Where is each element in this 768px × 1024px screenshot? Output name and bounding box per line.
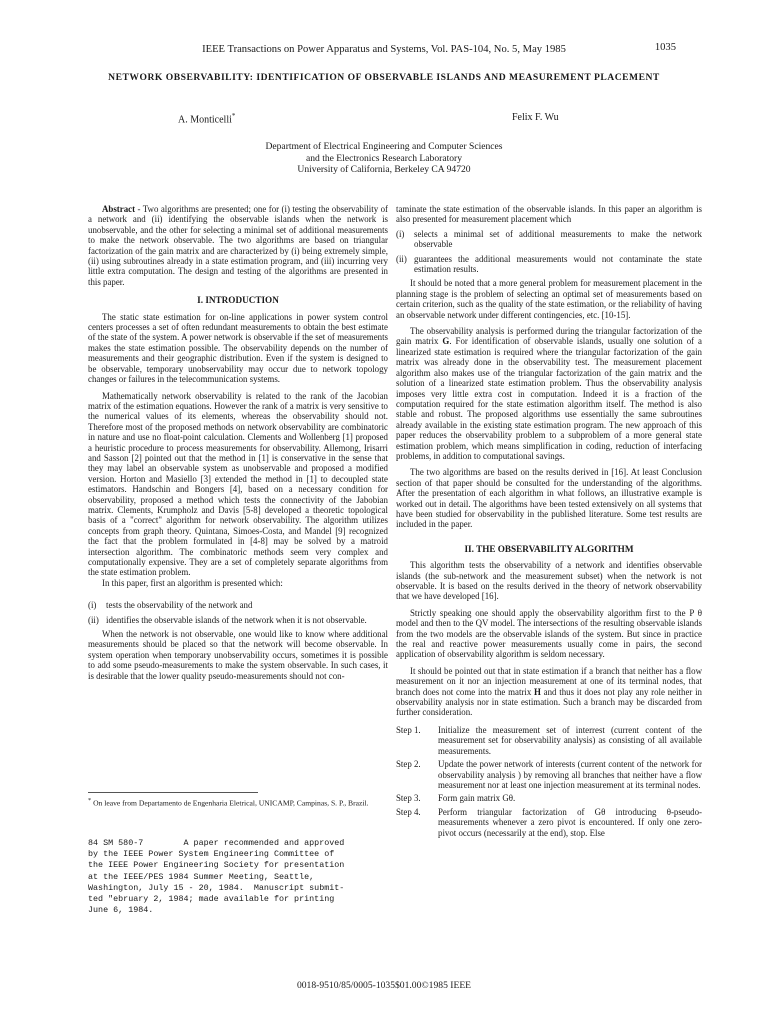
algorithm-step	[396, 793, 702, 803]
algorithm-step	[396, 725, 702, 756]
step-label: Step 2.	[396, 759, 421, 770]
step-label: Step 1.	[396, 724, 421, 735]
intro-paragraph-3: In this paper, first an algorithm is presented which:	[102, 577, 283, 588]
heading-introduction: I. INTRODUCTION	[197, 295, 279, 306]
intro-paragraph-2: Mathematically network observability is related to the rank of the Jacobian matrix of the estimation equations. However the rank of a matrix is very sensitive to the numerical values of its elements, whereas the observability should not. Therefore most of the proposed methods on network observability are combinatoric in nature and use no float-point calculation. Clements and Wollenberg [1] proposed a heuristic procedure to process measurements for observability. Allemong, Irisarri and Sasson [2] pointed out that the method in [1] is conservative in the sense that they may label an observable system as unobservable and proposed a modified version. Horton and Masiello [3] extended the method in [1] to decoupled state estimators. Handschin and Bongers [4], based on a necessary condition for observability, proposed a method which tests the connectivity of the Jabobian matrix. Clements, Krumpholz and Davis [5-8] developed a theoretic topological basis of a "correct" algorithm for network observability. The algorithm utilizes concepts from graph theory. Quintana, Simoes-Costa, and Mandel [9] recognized the fact that the problem formulated in [4-8] may be solved by a matroid intersection algorithm. The combinatoric methods seem very complex and computationally expensive. They are a set of completely separate algorithms from the state estimation problem.	[88, 390, 388, 578]
list-item-label: (ii)	[396, 253, 407, 264]
list-item-text: identifies the observable islands of the network when it is not observable.	[106, 614, 367, 625]
step-label: Step 3.	[396, 793, 421, 804]
right-paragraph-4: The two algorithms are based on the results derived in [16]. At least Conclusion section of that paper should be consulted for the understanding of the algorithms. After the presentation of each algorithm in what follows, an illustrative example is worked out in detail. The algorithms have been tested extensively on all systems that have been studied for observability in the published literature. Some test results are included in the paper.	[396, 467, 702, 530]
right-paragraph-2: It should be noted that a more general problem for measurement placement in the planning stage is the problem of selecting an optimal set of measurements based on certain criterion, such as the quality of the state estimation, or the reliability of having an observable network under different contingencies, etc. [10-15].	[396, 278, 702, 320]
algorithm-step	[396, 807, 702, 838]
affiliation	[0, 141, 768, 176]
algorithm-step	[396, 759, 702, 790]
right-paragraph-1: taminate the state estimation of the observable islands. In this paper an algorithm is also presented for measurement placement which	[396, 204, 702, 225]
author-first-name: A. Monticelli	[178, 114, 232, 126]
list-item-text: guarantees the additional measurements would not contaminate the state estimation results.	[414, 253, 702, 275]
list-item-label: (ii)	[88, 614, 99, 625]
step-text: Form gain matrix Gθ.	[438, 793, 516, 804]
footnote-mark: *	[88, 797, 92, 804]
step-text: Perform triangular factorization of Gθ introducing θ-pseudo-measurements whenever a zero pivot is encountered. If only one zero-pivot occurs (necessarily at the end), stop. Else	[438, 806, 702, 838]
step-label: Step 4.	[396, 806, 421, 817]
list-item	[396, 254, 702, 275]
footnote-text: On leave from Departamento de Engenharia Eletrical, UNICAMP, Campinas, S. P., Brazil.	[93, 798, 369, 808]
author-second: Felix F. Wu	[512, 112, 559, 123]
author-first-mark: *	[231, 112, 236, 120]
footnote	[88, 796, 388, 808]
page-number: 1035	[654, 42, 676, 53]
list-item-label: (i)	[88, 600, 97, 611]
heading-observability-algorithm: II. THE OBSERVABILITY ALGORITHM	[464, 543, 634, 554]
right-paragraph-6: Strictly speaking one should apply the observability algorithm first to the P θ model and then to the QV model. The intersections of the resulting observable islands from the two models are the observable islands of the system. But since in practice the real and reactive power measurements usually come in pairs, the second application of observability algorithm is seldom necessary.	[396, 607, 702, 660]
list-item	[396, 229, 702, 250]
abstract-label: Abstract	[102, 204, 136, 214]
affiliation-line-3: University of California, Berkeley CA 94720	[297, 164, 471, 175]
p7-text-b: and thus it does not play any role neither in observability analysis nor in state estimation. Such a branch may be discarded from further consideration.	[396, 686, 702, 718]
symbol-H: H	[534, 686, 541, 697]
intro-paragraph-1: The static state estimation for on-line applications in power system control centers processes a set of often redundant measurements to obtain the best estimate of the state of the system. A power network is observable if the set of measurements makes the state estimation possible. The observability depends on the number of measurements and their geographic distribution. Even if the system is designed to be observable, temporary unobservability may occur due to network topology changes or failures in the telecommunication systems.	[88, 311, 388, 385]
intro-paragraph-4: When the network is not observable, one would like to know where additional measurements should be placed so that the network will become observable. In system operation when temporary unobservability occurs, sometimes it is possible to add some pseudo-measurements to make the system observable. In such cases, it is desirable that the lower quality pseudo-measurements should not con-	[88, 629, 388, 681]
p7-text-a: It should be pointed out that in state estimation if a branch that neither has a flow measurement on it nor an injection measurement at one of its terminal nodes, that branch does not come into the matrix	[396, 665, 702, 697]
right-paragraph-7	[396, 666, 702, 718]
affiliation-line-1: Department of Electrical Engineering and Computer Sciences	[265, 141, 503, 152]
list-item	[88, 600, 388, 610]
author-first	[178, 112, 235, 125]
footer-code: 0018-9510/85/0005-1035$01.00©1985 IEEE	[296, 980, 472, 991]
list-item-text: selects a minimal set of additional measurements to make the network observable	[414, 228, 702, 250]
step-text: Initialize the measurement set of interrest (current content of the measurement set for observability analysis) as consisting of all available measurements.	[438, 724, 702, 756]
abstract-text: - Two algorithms are presented; one for (i) testing the observability of a network and (ii) identifying the observable islands when the network is unobservable, and the other for selecting a minimal set of additional measurements to make the network observable. The two algorithms are based on triangular factorization of the gain matrix and are characterized by (i) being extremely simple, (ii) using subroutines already in a state estimation program, and (iii) incurring very little extra computation. The design and testing of the algorithms are presented in this paper.	[88, 204, 388, 287]
left-column	[88, 204, 388, 681]
right-paragraph-5: This algorithm tests the observability of a network and identifies observable islands (the sub-network and the measurement subset) when the network is not observable. It is based on the results derived in the theory of network observability that we have developed [16].	[396, 560, 702, 602]
list-item-text: tests the observability of the network and	[106, 600, 253, 611]
affiliation-line-2: and the Electronics Research Laboratory	[305, 152, 463, 164]
list-item-label: (i)	[396, 228, 405, 239]
footnote-rule	[88, 792, 258, 793]
paper-title: NETWORK OBSERVABILITY: IDENTIFICATION OF OBSERVABLE ISLANDS AND MEASUREMENT PLACEMENT	[108, 72, 660, 83]
right-column	[396, 204, 702, 841]
abstract	[88, 204, 388, 287]
list-item	[88, 615, 388, 625]
p3-text-b: . For identification of observable islands, usually one solution of a linearized state estimation is required where the triangular factorization of the gain matrix was already done in the observability test. The measurement placement algorithm also makes use of the triangular factorization of the gain matrix and the solution of a linearized state estimation problem. Thus the observability analysis imposes very little extra cost in computation. Indeed it is a fraction of the computation required for the state estimation algorithm itself. The method is also stable and robust. The proposed algorithms use essentially the same subroutines already available in the existing state estimation program. The new approach of this paper reduces the observability problem to a subproblem of a more general state estimation problem, which means simplification in coding, reduction of interfacing problems, in addition to computational savings.	[396, 336, 702, 461]
paper-info: 84 SM 580-7 A paper recommended and approved by the IEEE Power System Engineering Committee of the IEEE Power Engineering Society for presentation at the IEEE/PES 1984 Summer Meeting, Seattle, Washington, July 15 - 20, 1984. Manuscript submit- ted "ebruary 2, 1984; made available for printing June 6, 1984.	[88, 838, 345, 916]
step-text: Update the power network of interests (current content of the network for observability analysis ) by removing all branches that neither have a flow measurement nor at least one injection measurement at its terminal nodes.	[438, 759, 702, 790]
journal-header: IEEE Transactions on Power Apparatus and Systems, Vol. PAS-104, No. 5, May 1985	[202, 44, 566, 55]
symbol-G: G	[442, 336, 450, 347]
right-paragraph-3	[396, 326, 702, 461]
p3-text-a: The observability analysis is performed during the triangular factorization of the gain matrix	[396, 326, 702, 347]
